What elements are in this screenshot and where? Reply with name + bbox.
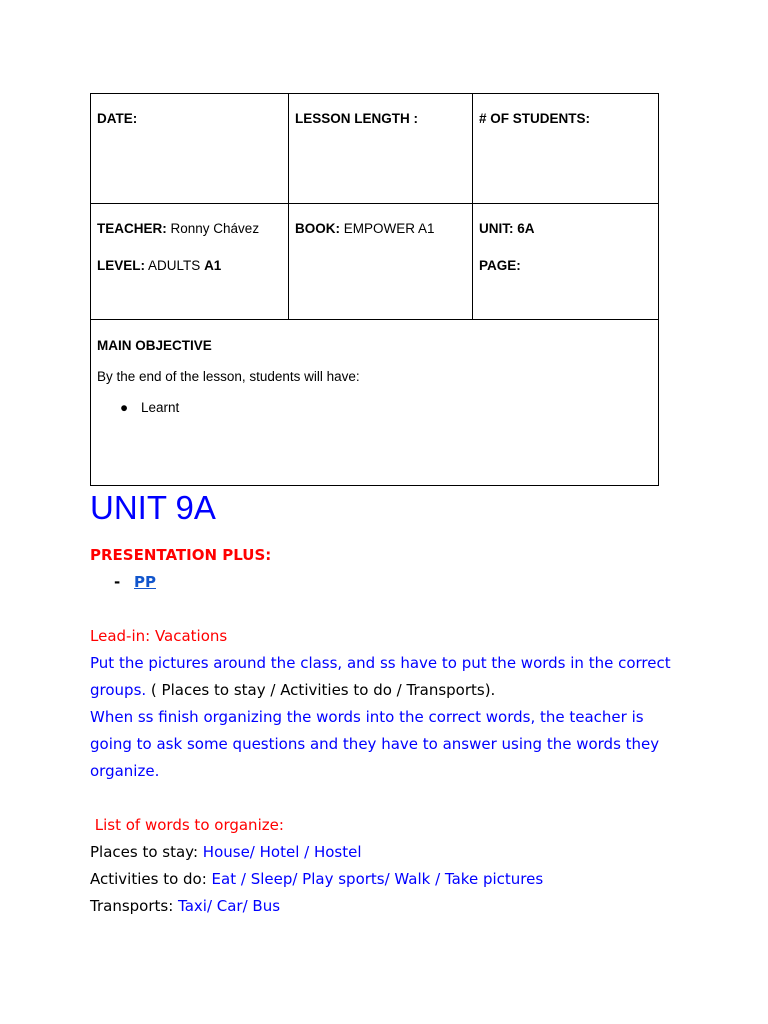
paragraph-2: When ss finish organizing the words into the correct words, the teacher is going to ask some questions and they have to answer using the words they organize.: [90, 708, 660, 780]
table-row: [91, 204, 659, 320]
date-label: DATE:: [97, 111, 138, 126]
lead-in: Lead-in: Vacations: [90, 627, 228, 645]
objective-text: By the end of the lesson, students will have:: [97, 369, 360, 384]
presentation-heading: PRESENTATION PLUS:: [90, 546, 272, 564]
paragraph-1-instructions: Put the pictures around the class, and ss have to put the words in the correct groups.: [90, 654, 671, 699]
table-row: [91, 94, 659, 204]
teacher-label: TEACHER:: [97, 221, 167, 236]
activities-label: Activities to do:: [90, 870, 212, 888]
paragraph-1-groups: ( Places to stay / Activities to do / Transports).: [146, 681, 496, 699]
list-heading: List of words to organize:: [90, 816, 284, 834]
level-line: [97, 258, 282, 273]
places-line: [90, 839, 690, 866]
spacer: [90, 596, 690, 623]
lesson-length-cell: [289, 94, 473, 204]
list-item: [90, 569, 690, 596]
transports-value: Taxi/ Car/ Bus: [178, 897, 281, 915]
unit-line: [479, 221, 652, 236]
objective-cell: [91, 320, 659, 486]
book-cell: [289, 204, 473, 320]
teacher-level-cell: [91, 204, 289, 320]
objective-heading: MAIN OBJECTIVE: [97, 338, 212, 353]
transports-label: Transports:: [90, 897, 179, 915]
page-label: PAGE:: [479, 258, 521, 273]
date-cell: [91, 94, 289, 204]
page-line: [479, 258, 652, 273]
lesson-content: [90, 542, 690, 920]
spacer: [90, 785, 690, 812]
lesson-length-label: LESSON LENGTH :: [295, 111, 419, 126]
table-row: [91, 320, 659, 486]
objective-bullet-text: Learnt: [141, 400, 180, 415]
teacher-value: Ronny Chávez: [170, 221, 260, 236]
pp-link[interactable]: PP: [134, 573, 156, 591]
activities-line: [90, 866, 690, 893]
students-label: # OF STUDENTS:: [479, 111, 591, 126]
unit-page-cell: [473, 204, 659, 320]
lesson-plan-table: [90, 93, 659, 486]
unit-value: 6A: [517, 221, 535, 236]
places-value: House/ Hotel / Hostel: [202, 843, 362, 861]
bullet-icon: ●: [120, 400, 129, 415]
unit-label: UNIT:: [479, 221, 514, 236]
unit-title: UNIT 9A: [90, 489, 216, 526]
book-label: BOOK:: [295, 221, 340, 236]
level-label: LEVEL:: [97, 258, 146, 273]
level-value: ADULTS: [148, 258, 201, 273]
level-code: A1: [204, 258, 222, 273]
students-cell: [473, 94, 659, 204]
activities-value: Eat / Sleep/ Play sports/ Walk / Take pictures: [211, 870, 544, 888]
teacher-line: [97, 221, 282, 236]
places-label: Places to stay:: [90, 843, 203, 861]
transports-line: [90, 893, 690, 920]
dash-marker: -: [114, 573, 121, 591]
book-value: EMPOWER A1: [343, 221, 435, 236]
list-item: [120, 400, 652, 415]
paragraph-1: [90, 650, 690, 704]
